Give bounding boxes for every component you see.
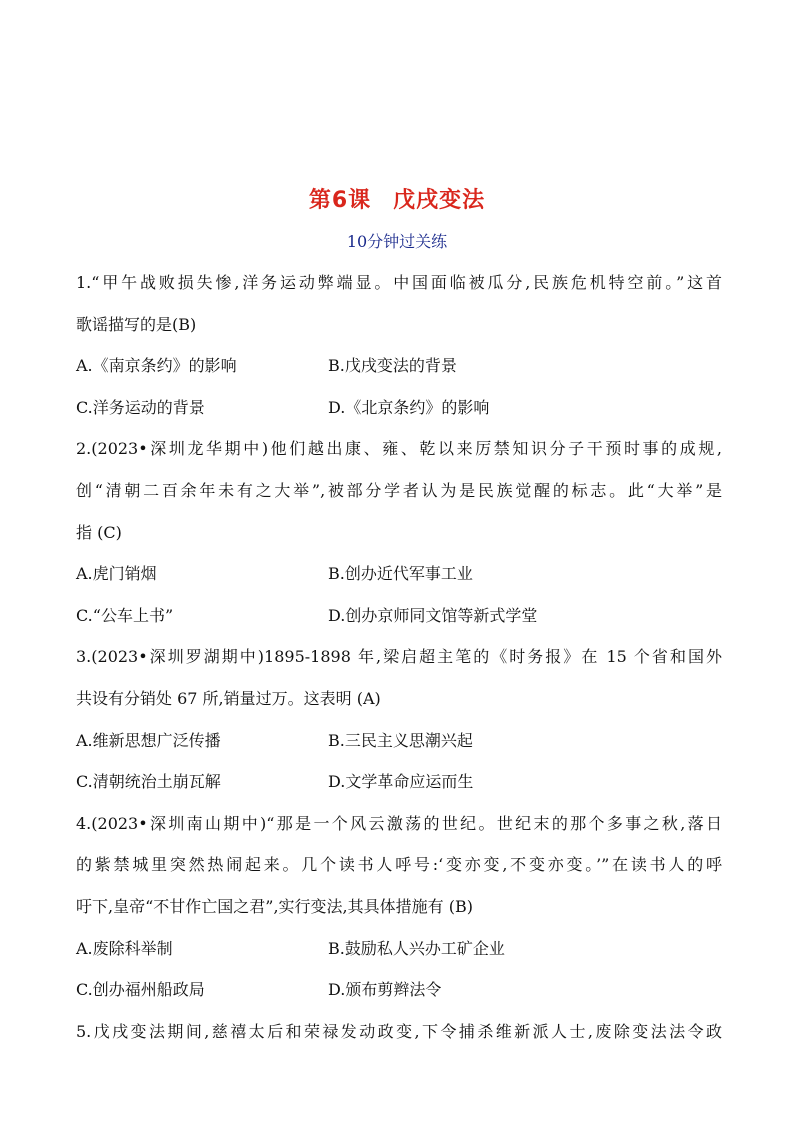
q2-options-row-1	[76, 553, 722, 595]
q4-option-a: A.废除科举制	[76, 938, 173, 958]
q3-options-row-2	[76, 761, 722, 803]
q2-options-row-2	[76, 595, 722, 637]
q2-option-b: B.创办近代军事工业	[328, 564, 473, 584]
section-subtitle: 10分钟过关练	[346, 232, 448, 251]
q2-option-d: D.创办京师同文馆等新式学堂	[328, 605, 538, 625]
q1-options-row-1	[76, 345, 722, 387]
q4-stem-line-1: 4.(2023•深圳南山期中)“那是一个风云激荡的世纪。世纪末的那个多事之秋,落日	[76, 813, 722, 833]
q4-options-row-2	[76, 969, 722, 1011]
q3-option-c: C.清朝统治土崩瓦解	[76, 772, 221, 792]
q3-option-b: B.三民主义思潮兴起	[328, 730, 473, 750]
q1-option-b: B.戊戌变法的背景	[328, 356, 457, 376]
q1-option-d: D.《北京条约》的影响	[328, 397, 490, 417]
q3-option-a: A.维新思想广泛传播	[76, 730, 221, 750]
question-list	[76, 262, 722, 1052]
q1-option-c: C.洋务运动的背景	[76, 397, 205, 417]
q3-stem-line-2: 共设有分销处 67 所,销量过万。这表明 (A)	[76, 688, 381, 708]
q5-stem-line-1: 5.戊戌变法期间,慈禧太后和荣禄发动政变,下令捕杀维新派人士,废除变法法令政	[76, 1021, 722, 1041]
q1-option-a: A.《南京条约》的影响	[76, 356, 237, 376]
q1-stem-line-1: 1.“甲午战败损失惨,洋务运动弊端显。中国面临被瓜分,民族危机特空前。”这首	[76, 273, 722, 292]
q3-options-row-1	[76, 720, 722, 762]
lesson-number: 第6课	[308, 188, 372, 213]
q3-option-d: D.文学革命应运而生	[328, 772, 474, 792]
lesson-title	[0, 183, 794, 219]
q4-options-row-1	[76, 928, 722, 970]
q2-stem-line-2: 创“清朝二百余年未有之大举”,被部分学者认为是民族觉醒的标志。此“大举”是	[76, 480, 722, 500]
lesson-topic: 戊戌变法	[393, 188, 486, 213]
q2-option-a: A.虎门销烟	[76, 564, 157, 584]
q2-stem-line-1: 2.(2023•深圳龙华期中)他们越出康、雍、乾以来厉禁知识分子干预时事的成规,	[76, 439, 722, 459]
q4-option-c: C.创办福州船政局	[76, 980, 205, 1000]
q4-option-d: D.颁布剪辫法令	[328, 980, 442, 1000]
q3-stem-line-1: 3.(2023•深圳罗湖期中)1895-1898 年,梁启超主笔的《时务报》在 15 个省和国外	[76, 647, 722, 667]
q4-stem-line-2: 的紫禁城里突然热闹起来。几个读书人呼号:‘变亦变,不变亦变。’”在读书人的呼	[76, 855, 722, 875]
q1-stem-line-2: 歌谣描写的是(B)	[76, 314, 197, 334]
q1-options-row-2	[76, 387, 722, 429]
q4-stem-line-3: 吁下,皇帝“不甘作亡国之君”,实行变法,其具体措施有 (B)	[76, 896, 473, 916]
q4-option-b: B.鼓励私人兴办工矿企业	[328, 938, 505, 958]
q2-option-c: C.“公车上书”	[76, 605, 174, 625]
q2-stem-line-3: 指 (C)	[76, 522, 122, 542]
